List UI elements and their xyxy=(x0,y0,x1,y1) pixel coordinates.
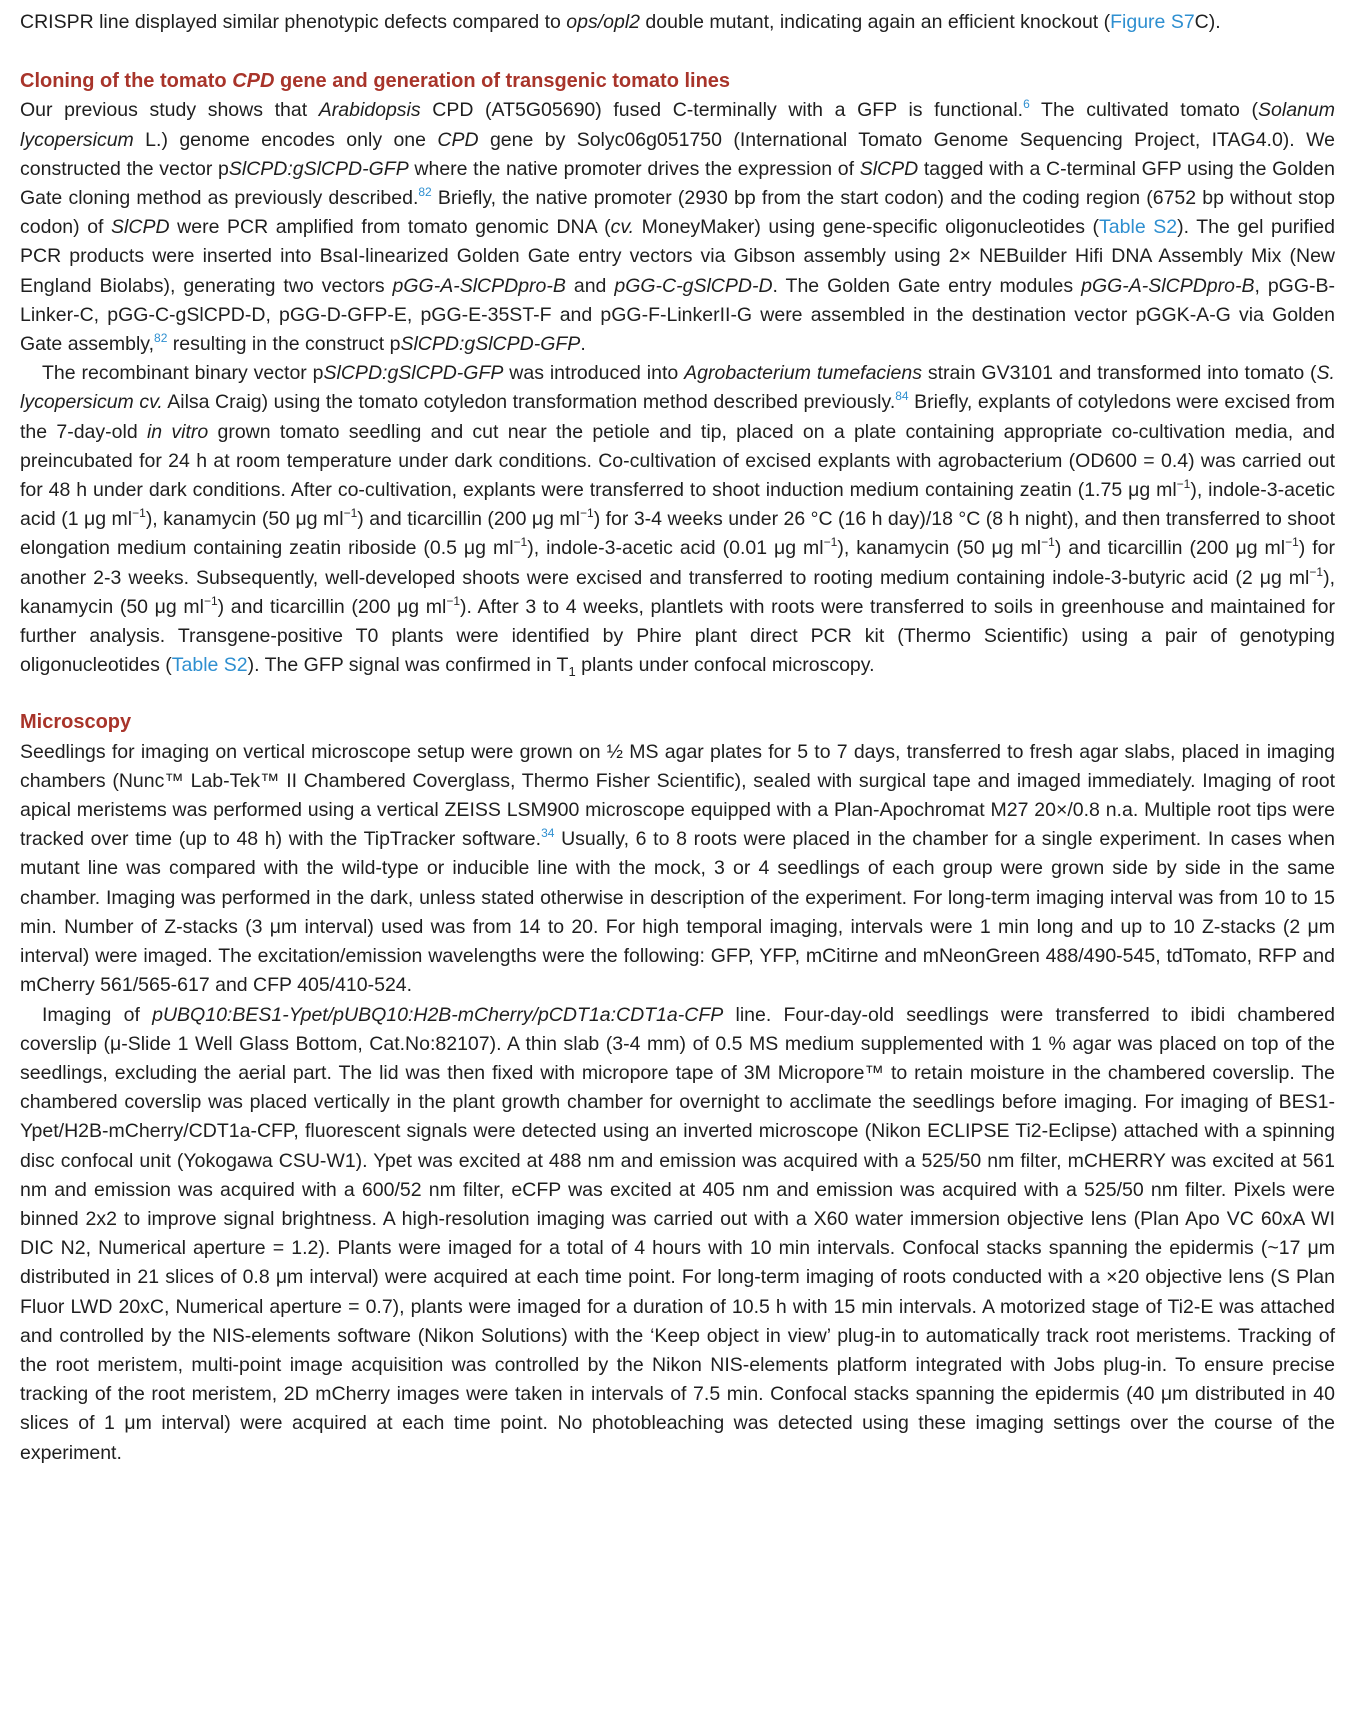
italic-term: CPD xyxy=(437,128,479,151)
reference-link[interactable]: 84 xyxy=(895,389,909,404)
text: ), indole-3-acetic acid (0.01 μg ml xyxy=(527,537,824,560)
text: tagged with a C-terminal GFP using the Golden Gate cloning method as previously described. xyxy=(20,157,1335,210)
italic-term: Agrobacterium tumefaciens xyxy=(684,362,922,385)
reference-link[interactable]: 82 xyxy=(154,331,168,346)
text: MoneyMaker) using gene-specific oligonucleotides ( xyxy=(634,216,1100,239)
text: grown tomato seedling and cut near the petiole and tip, placed on a plate containing appropriate co-cultivation media, and preincubated for 24 h at room temperature under dark conditions. Co-cultivation of excised explants with agrobacterium (OD600 = 0.4) was carried out for 48 h under dark conditions. After co-cultivation, explants were transferred to shoot induction medium containing zeatin (1.75 μg ml xyxy=(20,420,1335,502)
text: CRISPR line displayed similar phenotypic defects compared to xyxy=(20,11,567,33)
text: Imaging of xyxy=(42,1003,153,1026)
italic-term: pGG-A-SlCPDpro-B xyxy=(1081,274,1255,297)
unit-exponent: −1 xyxy=(203,593,218,608)
italic-term: pGG-C-gSlCPD-D xyxy=(614,274,773,297)
section-heading-microscopy: Microscopy xyxy=(20,711,132,734)
text: resulting in the construct p xyxy=(167,333,401,356)
paragraph-microscopy-imaging xyxy=(20,1001,1335,1468)
paragraph-cloning xyxy=(20,96,1335,359)
text: ) and ticarcillin (200 μg ml xyxy=(357,508,580,531)
italic-term: SlCPD xyxy=(111,216,170,239)
text: ), indole-3-acetic acid (1 μg ml xyxy=(20,479,1336,531)
table-link[interactable]: Table S2 xyxy=(171,654,248,677)
italic-term: S. lycopersicum cv. xyxy=(20,362,1335,414)
unit-exponent: −1 xyxy=(513,535,528,550)
heading-text: gene and generation of transgenic tomato lines xyxy=(274,70,731,93)
unit-exponent: −1 xyxy=(1041,535,1055,550)
text: ). The gel purified PCR products were inserted into BsaI-linearized Golden Gate entry vectors via Gibson assembly using 2× NEBuilder Hifi DNA Assembly Mix (New England Biolabs), generating two vectors xyxy=(20,216,1335,297)
text: . xyxy=(580,333,586,356)
italic-term: pGG-A-SlCPDpro-B xyxy=(392,274,566,297)
text: were PCR amplified from tomato genomic DNA ( xyxy=(169,216,611,239)
table-link[interactable]: Table S2 xyxy=(1099,216,1178,239)
text: ) and ticarcillin (200 μg ml xyxy=(217,595,447,618)
paragraph-crispr-conclusion xyxy=(20,8,1335,37)
italic-term: Solanum lycopersicum xyxy=(20,99,1335,151)
text: Ailsa Craig) using the tomato cotyledon transformation method described previously. xyxy=(162,391,896,414)
reference-link[interactable]: 34 xyxy=(541,826,555,841)
heading-text: Cloning of the tomato xyxy=(20,70,233,93)
text: where the native promoter drives the expression of xyxy=(408,157,860,180)
text: The cultivated tomato ( xyxy=(1029,99,1259,122)
paper-page xyxy=(20,8,1335,1468)
italic-term: SlCPD xyxy=(859,157,919,180)
text: ), kanamycin (50 μg ml xyxy=(20,566,1335,618)
text: Seedlings for imaging on vertical microscope setup were grown on ½ MS agar plates for 5 to 7 days, transferred to fresh agar slabs, placed in imaging chambers (Nunc™ Lab-Tek™ II Chambered Coverglass, Thermo Fisher Scientific), sealed with surgical tape and imaged immediately. Imaging of root apical meristems was performed using a vertical ZEISS LSM900 microscope equipped with a Plan-Apochromat M27 20×/0.8 n.a. Multiple root tips were tracked over time (up to 48 h) with the TipTracker software. xyxy=(20,740,1335,851)
text: L.) genome encodes only one xyxy=(133,128,438,151)
text: ), kanamycin (50 μg ml xyxy=(145,508,344,531)
unit-exponent: −1 xyxy=(580,506,594,521)
text: and xyxy=(565,274,615,297)
unit-exponent: −1 xyxy=(823,535,838,550)
italic-term: SlCPD:gSlCPD-GFP xyxy=(400,333,581,356)
italic-term: cv. xyxy=(610,216,635,239)
text: Briefly, the native promoter (2930 bp from the start codon) and the coding region (6752 bp without stop codon) of xyxy=(20,187,1335,239)
unit-exponent: −1 xyxy=(132,506,146,521)
text: double mutant, indicating again an efficient knockout ( xyxy=(640,11,1111,33)
text: The recombinant binary vector p xyxy=(42,362,324,385)
text: ) for 3-4 weeks under 26 °C (16 h day)/18 °C (8 h night), and then transferred to shoot elongation medium containing zeatin riboside (0.5 μg ml xyxy=(20,508,1335,560)
unit-exponent: −1 xyxy=(446,593,461,608)
text: ). The GFP signal was confirmed in T xyxy=(247,654,569,677)
text: . The Golden Gate entry modules xyxy=(772,274,1082,297)
gene-name: ops/opl2 xyxy=(566,11,640,33)
text: Our previous study shows that xyxy=(20,99,319,122)
section-heading-cloning xyxy=(20,67,1335,96)
text: CPD (AT5G05690) fused C-terminally with a GFP is functional. xyxy=(420,99,1024,122)
unit-exponent: −1 xyxy=(343,506,358,521)
unit-exponent: −1 xyxy=(1285,535,1299,550)
italic-term: SlCPD:gSlCPD-GFP xyxy=(323,362,504,385)
paragraph-microscopy-setup xyxy=(20,738,1335,1001)
unit-exponent: −1 xyxy=(1309,564,1324,579)
unit-exponent: −1 xyxy=(1176,477,1191,492)
text: Briefly, explants of cotyledons were excised from the 7-day-old xyxy=(20,391,1336,443)
text: plants under confocal microscopy. xyxy=(575,654,875,677)
italic-term: Arabidopsis xyxy=(318,99,421,122)
text: ) and ticarcillin (200 μg ml xyxy=(1054,537,1286,560)
paragraph-transformation xyxy=(20,359,1335,680)
text: was introduced into xyxy=(503,362,685,385)
text: ) for another 2-3 weeks. Subsequently, well-developed shoots were excised and transferred to rooting medium containing indole-3-butyric acid (2 μg ml xyxy=(20,537,1335,589)
text: Usually, 6 to 8 roots were placed in the chamber for a single experiment. In cases when mutant line was compared with the wild-type or inducible line with the mock, 3 or 4 seedlings of each group were grown side by side in the same chamber. Imaging was performed in the dark, unless stated otherwise in description of the experiment. For long-term imaging interval was from 10 to 15 min. Number of Z-stacks (3 μm interval) used was from 14 to 20. For high temporal imaging, intervals were 1 min long and up to 10 Z-stacks (2 μm interval) were imaged. The excitation/emission wavelengths were the following: GFP, YFP, mCitirne and mNeonGreen 488/490-545, tdTomato, RFP and mCherry 561/565-617 and CFP 405/410-524. xyxy=(20,828,1335,997)
subscript: 1 xyxy=(568,664,576,680)
heading-gene-name: CPD xyxy=(232,70,275,93)
text: ). After 3 to 4 weeks, plantlets with roots were transferred to soils in greenhouse and maintained for further analysis. Transgene-positive T0 plants were identified by Phire plant direct PCR kit (Thermo Scientific) using a pair of genotyping oligonucleotides ( xyxy=(20,595,1335,677)
reference-link[interactable]: 82 xyxy=(418,185,432,200)
text: gene by Solyc06g051750 (International Tomato Genome Sequencing Project, ITAG4.0). We constructed the vector p xyxy=(20,128,1335,180)
italic-term: pUBQ10:BES1-Ypet/pUBQ10:H2B-mCherry/pCDT1a:CDT1a-CFP xyxy=(152,1003,724,1026)
text: line. Four-day-old seedlings were transferred to ibidi chambered coverslip (μ-Slide 1 Well Glass Bottom, Cat.No:82107). A thin slab (3-4 mm) of 0.5 MS medium supplemented with 1 % agar was placed on top of the seedlings, excluding the aerial part. The lid was then fixed with micropore tape of 3M Micropore™ to retain moisture in the chambered coverslip. The chambered coverslip was placed vertically in the plant growth chamber for overnight to acclimate the seedlings before imaging. For imaging of BES1-Ypet/H2B-mCherry/CDT1a-CFP, fluorescent signals were detected using an inverted microscope (Nikon ECLIPSE Ti2-Eclipse) attached with a spinning disc confocal unit (Yokogawa CSU-W1). Ypet was excited at 488 nm and emission was acquired with a 525/50 nm filter, mCHERRY was excited at 561 nm and emission was acquired with a 600/52 nm filter, eCFP was excited at 405 nm and emission was acquired with a 525/50 nm filter. Pixels were binned 2x2 to improve signal brightness. A high-resolution imaging was carried out with a X60 water immersion objective lens (Plan Apo VC 60xA WI DIC N2, Numerical aperture = 1.2). Plants were imaged for a total of 4 hours with 10 min intervals. Confocal stacks spanning the epidermis (~17 μm distributed in 21 slices of 0.8 μm interval) were acquired at each time point. For long-term imaging of roots conducted with a ×20 objective lens (S Plan Fluor LWD 20xC, Numerical aperture = 0.7), plants were imaged for a duration of 10.5 h with 15 min intervals. A motorized stage of Ti2-E was attached and controlled by the NIS-elements software (Nikon Solutions) with the ‘Keep object in view’ plug-in to automatically track root meristems. Tracking of the root meristem, multi-point image acquisition was controlled by the Nikon NIS-elements platform integrated with Jobs plug-in. To ensure precise tracking of the root meristem, 2D mCherry images were taken in intervals of 7.5 min. Confocal stacks spanning the epidermis (40 μm distributed in 40 slices of 1 μm interval) were acquired at each time point. No photobleaching was detected using these imaging settings over the course of the experiment. xyxy=(20,1003,1335,1464)
figure-link[interactable]: Figure S7 xyxy=(1110,11,1195,33)
italic-term: in vitro xyxy=(146,420,209,443)
text: C). xyxy=(1194,11,1221,33)
text: strain GV3101 and transformed into tomato ( xyxy=(921,362,1317,385)
reference-link[interactable]: 6 xyxy=(1023,97,1030,112)
italic-term: SlCPD:gSlCPD-GFP xyxy=(228,157,409,180)
text: ), kanamycin (50 μg ml xyxy=(837,537,1042,560)
text: , pGG-B-Linker-C, pGG-C-gSlCPD-D, pGG-D-GFP-E, pGG-E-35ST-F and pGG-F-LinkerII-G were assembled in the destination vector pGGK-A-G via Golden Gate assembly, xyxy=(20,274,1336,356)
